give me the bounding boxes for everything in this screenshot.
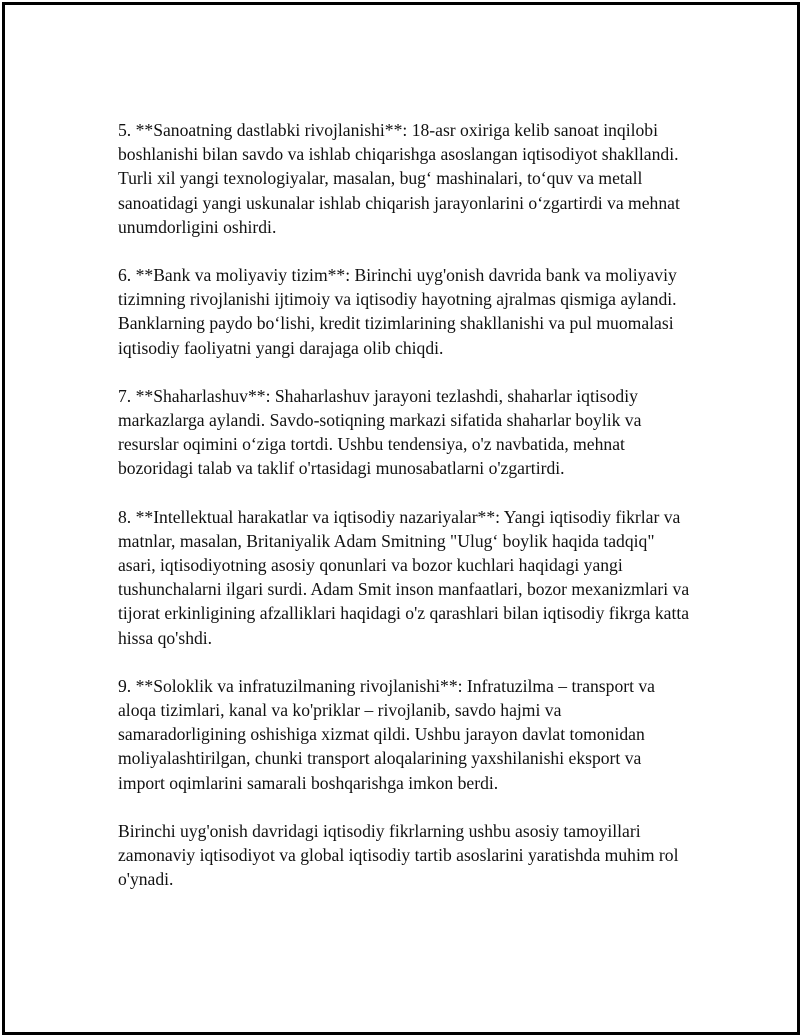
paragraph-economic-theories: 8. **Intellektual harakatlar va iqtisodiy nazariyalar**: Yangi iqtisodiy fikrlar va matnlar, masalan, Britaniyalik Adam Smitning "Ulug‘ boylik haqida tadqiq" asari, iqtisodiyotning asosiy qonunlari va bozor kuchlari haqidagi yangi tushunchalarni ilgari surdi. Adam Smit inson manfaatlari, bozor mexanizmlari va tijorat erkinligining afzalliklari haqidagi o'z qarashlari bilan iqtisodiy fikrga katta hissa qo'shdi. <box>118 506 690 648</box>
paragraph-conclusion: Birinchi uyg'onish davridagi iqtisodiy fikrlarning ushbu asosiy tamoyillari zamonaviy iqtisodiyot va global iqtisodiy tartib asoslarini yaratishda muhim rol o'ynadi. <box>118 820 679 890</box>
paragraph-infrastructure: 9. **Soloklik va infratuzilmaning rivojlanishi**: Infratuzilma – transport va aloqa tizimlari, kanal va ko'priklar – rivojlanib, savdo hajmi va samaradorligining oshishiga xizmat qildi. Ushbu jarayon davlat tomonidan moliyalashtirilgan, chunki transport aloqalarining yaxshilanishi eksport va import oqimlarini samarali boshqarishga imkon berdi. <box>118 675 655 793</box>
document-body <box>118 118 692 915</box>
paragraph-urbanization: 7. **Shaharlashuv**: Shaharlashuv jarayoni tezlashdi, shaharlar iqtisodiy markazlarga aylandi. Savdo-sotiqning markazi sifatida shaharlar boylik va resurslar oqimini o‘ziga tortdi. Ushbu tendensiya, o'z navbatida, mehnat bozoridagi talab va taklif o'rtasidagi munosabatlarni o'zgartirdi. <box>118 385 642 479</box>
paragraph-industry-development: 5. **Sanoatning dastlabki rivojlanishi**: 18-asr oxiriga kelib sanoat inqilobi boshlanishi bilan savdo va ishlab chiqarishga asoslangan iqtisodiyot shakllandi. Turli xil yangi texnologiyalar, masalan, bug‘ mashinalari, to‘quv va metall sanoatidagi yangi uskunalar ishlab chiqarish jarayonlarini o‘zgartirdi va mehnat unumdorligini oshirdi. <box>118 120 680 237</box>
paragraph-bank-finance: 6. **Bank va moliyaviy tizim**: Birinchi uyg'onish davrida bank va moliyaviy tizimning rivojlanishi ijtimoiy va iqtisodiy hayotning ajralmas qismiga aylandi. Banklarning paydo bo‘lishi, kredit tizimlarining shakllanishi va pul muomalasi iqtisodiy faoliyatni yangi darajaga olib chiqdi. <box>118 265 677 358</box>
